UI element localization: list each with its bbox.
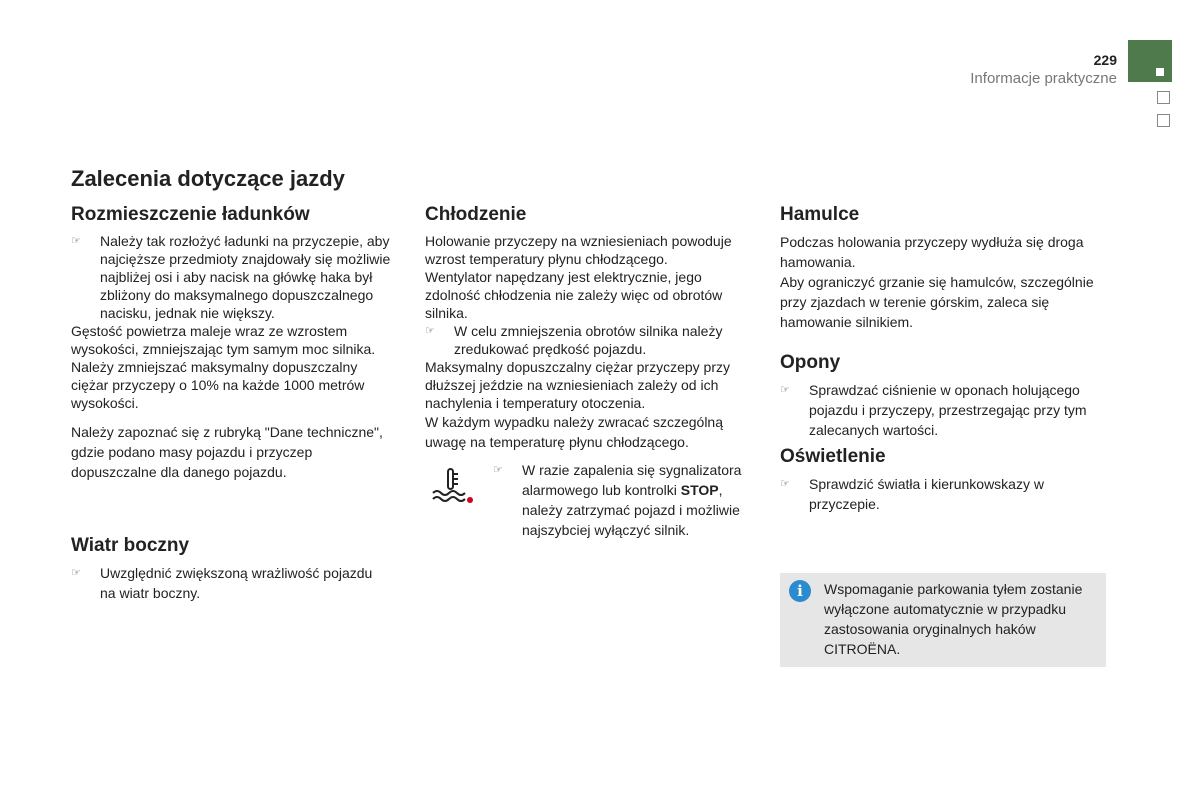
heading-brakes: Hamulce <box>780 204 860 225</box>
pointer-icon: ☞ <box>493 464 503 476</box>
column-right <box>780 204 1110 514</box>
heading-lights: Oświetlenie <box>780 446 886 467</box>
info-icon: i <box>789 580 811 602</box>
column-middle <box>425 204 755 540</box>
bullet-cooling <box>425 322 755 358</box>
warning-text-start: W razie zapalenia się sygnalizatora alarmowego lub kontrolki <box>522 462 742 498</box>
pointer-icon: ☞ <box>425 325 435 337</box>
pointer-icon: ☞ <box>71 567 81 579</box>
bullet-load-text: Należy tak rozłożyć ładunki na przyczepie, aby najcięższe przedmioty znajdowały się możliwie najbliżej osi i aby nacisk na główkę haka był zbliżony do maksymalnego dopuszczalnego nacisku, jednak nie większy. <box>100 233 391 321</box>
section-name: Informacje praktyczne <box>970 70 1117 87</box>
heading-tyres: Opony <box>780 352 841 373</box>
para-cooling-3: Maksymalny dopuszczalny ciężar przyczepy przy dłuższej jeździe na wzniesieniach zależy od ich nachylenia i temperatury otoczenia. <box>425 359 730 411</box>
para-technical-data: Należy zapoznać się z rubryką "Dane techniczne", gdzie podano masy pojazdu i przyczep dopuszczalne dla danego pojazdu. <box>71 424 383 480</box>
bullet-tyres-text: Sprawdzać ciśnienie w oponach holującego pojazdu i przyczepy, przestrzegając przy tym zalecanych wartości. <box>809 382 1087 438</box>
para-brakes-1: Podczas holowania przyczepy wydłuża się droga hamowania. <box>780 234 1084 270</box>
bullet-lights-text: Sprawdzić światła i kierunkowskazy w przyczepie. <box>809 476 1044 512</box>
page-title: Zalecenia dotyczące jazdy <box>71 166 345 191</box>
tab-box-2 <box>1157 114 1170 127</box>
para-air-density: Gęstość powietrza maleje wraz ze wzrostem wysokości, zmniejszając tym samym moc silnika. Należy zmniejszać maksymalny dopuszczalny ciężar przyczepy o 10% na każde 1000 metrów wysokości. <box>71 323 376 411</box>
info-note <box>780 573 1106 667</box>
info-note-text: Wspomaganie parkowania tyłem zostanie wyłączone automatycznie w przypadku zastosowania oryginalnych haków CITROËNA. <box>824 581 1083 657</box>
coolant-temperature-icon <box>431 466 475 506</box>
pointer-icon: ☞ <box>780 478 790 490</box>
section-tab <box>1128 40 1172 82</box>
tab-marker <box>1156 68 1164 76</box>
bullet-tyres <box>780 380 1110 440</box>
para-brakes-2: Aby ograniczyć grzanie się hamulców, szczególnie przy zjazdach w terenie górskim, zaleca się hamowanie silnikiem. <box>780 274 1094 330</box>
warning-text <box>493 460 755 540</box>
tab-box-1 <box>1157 91 1170 104</box>
heading-load: Rozmieszczenie ładunków <box>71 204 310 225</box>
bullet-wind <box>71 563 391 603</box>
column-left <box>71 204 391 603</box>
warning-block <box>425 460 755 540</box>
heading-cooling: Chłodzenie <box>425 204 527 225</box>
warning-text-end: , należy zatrzymać pojazd i możliwie najszybciej wyłączyć silnik. <box>522 482 740 538</box>
warning-stop-label: STOP <box>680 482 719 498</box>
para-cooling-4: W każdym wypadku należy zwracać szczególną uwagę na temperaturę płynu chłodzącego. <box>425 414 724 450</box>
para-cooling-2: Wentylator napędzany jest elektrycznie, jego zdolność chłodzenia nie zależy więc od obrotów silnika. <box>425 269 723 321</box>
bullet-wind-text: Uwzględnić zwiększoną wrażliwość pojazdu na wiatr boczny. <box>100 565 373 601</box>
heading-wind: Wiatr boczny <box>71 535 190 556</box>
bullet-lights <box>780 474 1110 514</box>
para-cooling-1: Holowanie przyczepy na wzniesieniach powoduje wzrost temperatury płynu chłodzącego. <box>425 233 732 267</box>
pointer-icon: ☞ <box>71 235 81 247</box>
pointer-icon: ☞ <box>780 384 790 396</box>
bullet-cooling-text: W celu zmniejszenia obrotów silnika należy zredukować prędkość pojazdu. <box>454 323 723 357</box>
bullet-load <box>71 232 391 322</box>
page-number: 229 <box>1093 52 1117 68</box>
